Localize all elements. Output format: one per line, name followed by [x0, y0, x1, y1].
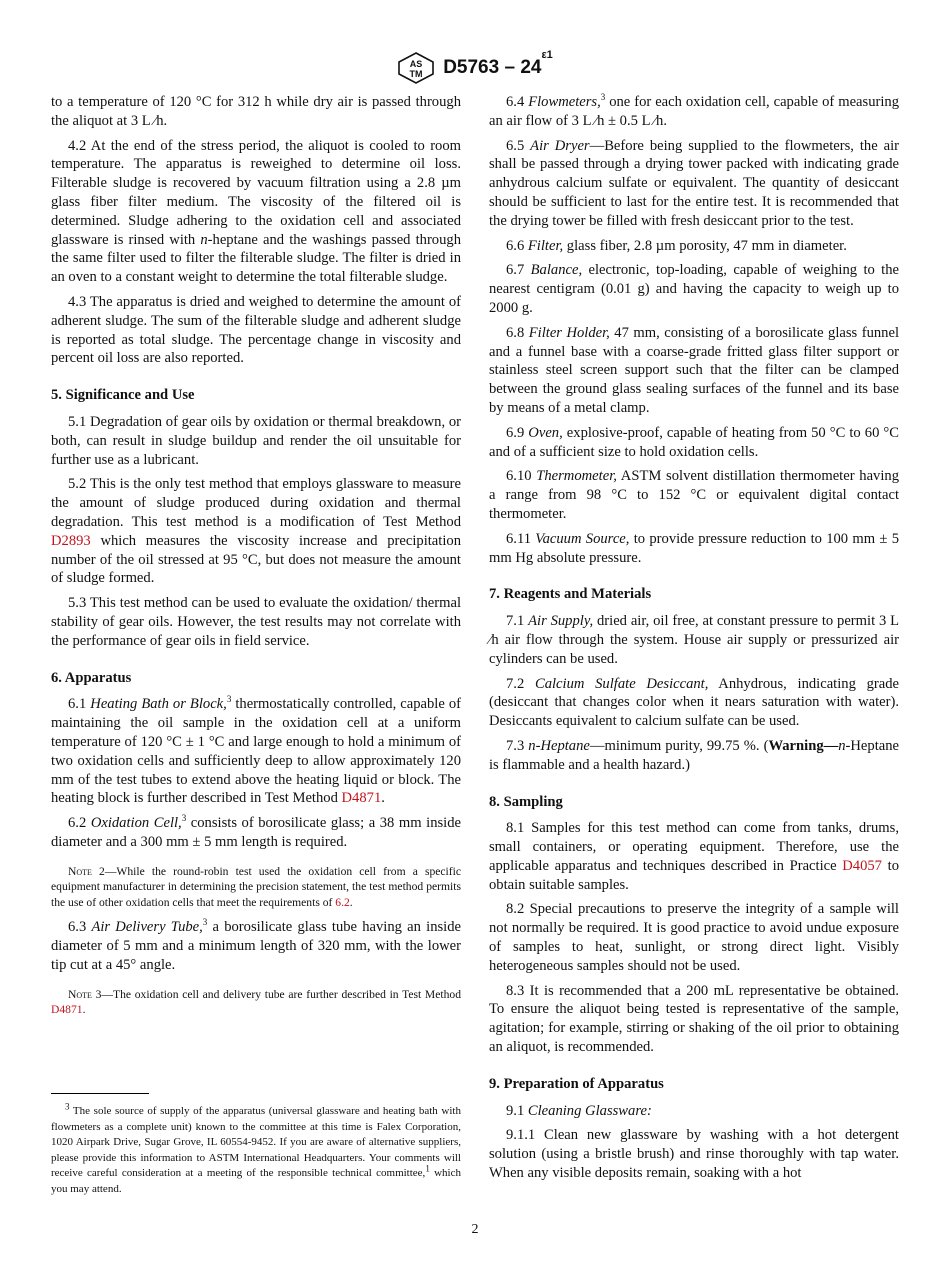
paragraph-5-1: 5.1 Degradation of gear oils by oxidation or thermal breakdown, or both, can result in sludge buildup and render the oil unsuitable for further use as a lubricant.	[51, 413, 461, 468]
footnote-3: $^3$ The sole source of supply of the apparatus (universal glassware and heating bath with flowmeters as a complete unit) known to the committee at this time is Falex Corporation, 1020 Airpark Drive, Sugar Grove, IL 60554-9452. If you are aware of alternative suppliers, please provide this information to ASTM International Headquarters. Your comments will receive careful consideration at a meeting of the responsible technical committee,$^1$ which you may attend.	[51, 1101, 461, 1195]
paragraph-6-6: 6.6 Filter, glass fiber, 2.8 µm porosity, 47 mm in diameter.	[506, 237, 847, 254]
paragraph-6-9: 6.9 Oven, explosive-proof, capable of heating from 50 °C to 60 °C and of a sufficient size to hold oxidation cells.	[489, 424, 899, 460]
paragraph-4-3: 4.3 The apparatus is dried and weighed to determine the amount of adherent sludge. The sum of the filterable sludge and adherent sludge is reported as total sludge. The percentage change in viscosity and percent oil loss are also reported.	[51, 293, 461, 367]
section-8-heading: 8. Sampling	[489, 793, 563, 810]
right-column	[489, 93, 899, 1189]
footnote-divider	[51, 1093, 149, 1094]
paragraph-6-4: 6.4 Flowmeters,$^3$ one for each oxidation cell, capable of measuring an air flow of 3 L ⁄h ± 0.5 L ⁄h.	[489, 92, 900, 129]
page-header	[0, 49, 950, 84]
paragraph-8-3: 8.3 It is recommended that a 200 mL representative be obtained. To ensure the aliquot being tested is representative of the sample, agitation; for example, stirring or shaking of the oil prior to obtaining an aliquot, is recommended.	[489, 982, 899, 1056]
paragraph-8-2: 8.2 Special precautions to preserve the integrity of a sample will not normally be required. It is good practice to avoid undue exposure of samples to heat, sunlight, or strong direct light. Visibly heterogeneous samples should not be used.	[489, 901, 899, 974]
section-5-heading: 5. Significance and Use	[51, 387, 195, 404]
paragraph-6-7: 6.7 Balance, electronic, top-loading, capable of weighing to the nearest centigram (0.01 g) and having the capacity to weigh up to 2000 g.	[489, 262, 900, 316]
paragraph-5-3: 5.3 This test method can be used to evaluate the oxidation/ thermal stability of gear oils. However, the test results may not correlate with the performance of gear oils in field service.	[51, 595, 461, 649]
paragraph-6-8: 6.8 Filter Holder, 47 mm, consisting of a borosilicate glass funnel and a funnel base with a coarse-grade fritted glass filter support or stainless steel screen support such that the filter can be clamped between the ground glass sealing surfaces of the funnel and its base by means of a metal clamp.	[489, 324, 899, 416]
svg-text:AS: AS	[409, 59, 423, 69]
note-2: Note 2—While the round-robin test used the oxidation cell from a specific equipment manufacturer in determining the precision statement, the test method permits the use of other oxidation cells that meet the requirements of 6.2.	[51, 864, 461, 909]
paragraph-6-1: 6.1 Heating Bath or Block,$^3$ thermostatically controlled, capable of maintaining the oil sample in the oxidation cell at a uniform temperature of 120 °C ± 1 °C and large enough to hold a minimum of two oxidation cells and sufficiently deep to allow approximately 120 mm of the test tubes to extend above the heating liquid or block. The heating block is further described in Test Method D4871.	[51, 694, 461, 807]
paragraph-7-2: 7.2 Calcium Sulfate Desiccant, Anhydrous, indicating grade (desiccant that changes color when it nears saturation with water). Desiccants equivalent to calcium sulfate can be used.	[489, 675, 900, 730]
paragraph-8-1: 8.1 Samples for this test method can come from tanks, drums, small containers, or operating equipment. Therefore, use the applicable apparatus and techniques described in Practice D4057 to obtain suitable samples.	[489, 820, 899, 893]
section-9-heading: 9. Preparation of Apparatus	[489, 1075, 664, 1092]
section-7-heading: 7. Reagents and Materials	[489, 586, 652, 603]
svg-text:TM: TM	[409, 69, 423, 79]
paragraph-4-1-continued: to a temperature of 120 °C for 312 h while dry air is passed through the aliquot at 3 L ⁄h.	[51, 94, 461, 129]
paragraph-7-1: 7.1 Air Supply, dried air, oil free, at constant pressure to permit 3 L ⁄h air flow through the system. House air supply or pressurized air cylinders can be used.	[489, 613, 900, 667]
paragraph-6-5: 6.5 Air Dryer—Before being supplied to the flowmeters, the air shall be passed through a drying tower packed with indicating grade anhydrous calcium sulfate or equivalent. The quantity of desiccant should be sufficient to last for the entire test. It is recommended that the drying tower be filled with fresh desiccant prior to the test.	[489, 137, 899, 229]
left-column	[51, 93, 461, 1026]
epsilon-superscript: ε1	[541, 49, 553, 61]
paragraph-6-11: 6.11 Vacuum Source, to provide pressure reduction to 100 mm ± 5 mm Hg absolute pressure.	[489, 530, 899, 566]
link-d4057[interactable]: D4057	[842, 857, 882, 874]
link-6-2[interactable]: 6.2	[335, 895, 350, 909]
link-d4871[interactable]: D4871	[341, 790, 382, 807]
paragraph-7-3: 7.3 n-Heptane—minimum purity, 99.75 %. (Warning—n-Heptane is flammable and a health hazard.)	[489, 737, 899, 773]
note-3: Note 3—The oxidation cell and delivery tube are further described in Test Method D4871.	[51, 987, 461, 1017]
page-number: 2	[471, 1222, 479, 1237]
paragraph-4-2: 4.2 At the end of the stress period, the aliquot is cooled to room temperature. The apparatus is reweighed to determine oil loss. Filterable sludge is recovered by vacuum filtration using a 2.8 µm glass fiber filter medium. The viscosity of the filtered oil is determined. Sludge adhering to the oxidation cell and associated glassware is rinsed with n-heptane and the washings passed through the same filter used to filter the filterable sludge. The filter is dried in an oven to a constant weight to determine the total filterable sludge.	[51, 137, 461, 286]
link-d4871-note[interactable]: D4871	[51, 1003, 83, 1017]
document-designation: $D5763 - 24^{\varepsilon 1}$	[443, 49, 553, 78]
paragraph-9-1: 9.1 Cleaning Glassware:	[506, 1102, 652, 1119]
link-d2893[interactable]: D2893	[51, 532, 91, 549]
paragraph-6-2: 6.2 Oxidation Cell,$^3$ consists of borosilicate glass; a 38 mm inside diameter and a 300 mm ± 5 mm length is required.	[51, 813, 462, 850]
paragraph-5-2: 5.2 This is the only test method that employs glassware to measure the amount of sludge produced during oxidation and thermal degradation. This test method is a modification of Test Method D2893 which measures the viscosity increase and precipitation number of the oil stressed at 95 °C, but does not measure the amount of sludge formed.	[51, 476, 461, 587]
paragraph-6-10: 6.10 Thermometer, ASTM solvent distillation thermometer having a range from 98 °C to 152 °C or equivalent digital contact thermometer.	[489, 468, 899, 522]
paragraph-9-1-1: 9.1.1 Clean new glassware by washing with a hot detergent solution (using a bristle brush) and rinse thoroughly with tap water. When any visible deposits remain, soaking with a hot	[489, 1127, 899, 1182]
section-6-heading: 6. Apparatus	[51, 669, 132, 686]
paragraph-6-3: 6.3 Air Delivery Tube,$^3$ a borosilicate glass tube having an inside diameter of 5 mm and a minimum length of 320 mm, with the lower tip cut at a 45° angle.	[51, 917, 461, 974]
astm-logo-icon	[397, 52, 435, 84]
